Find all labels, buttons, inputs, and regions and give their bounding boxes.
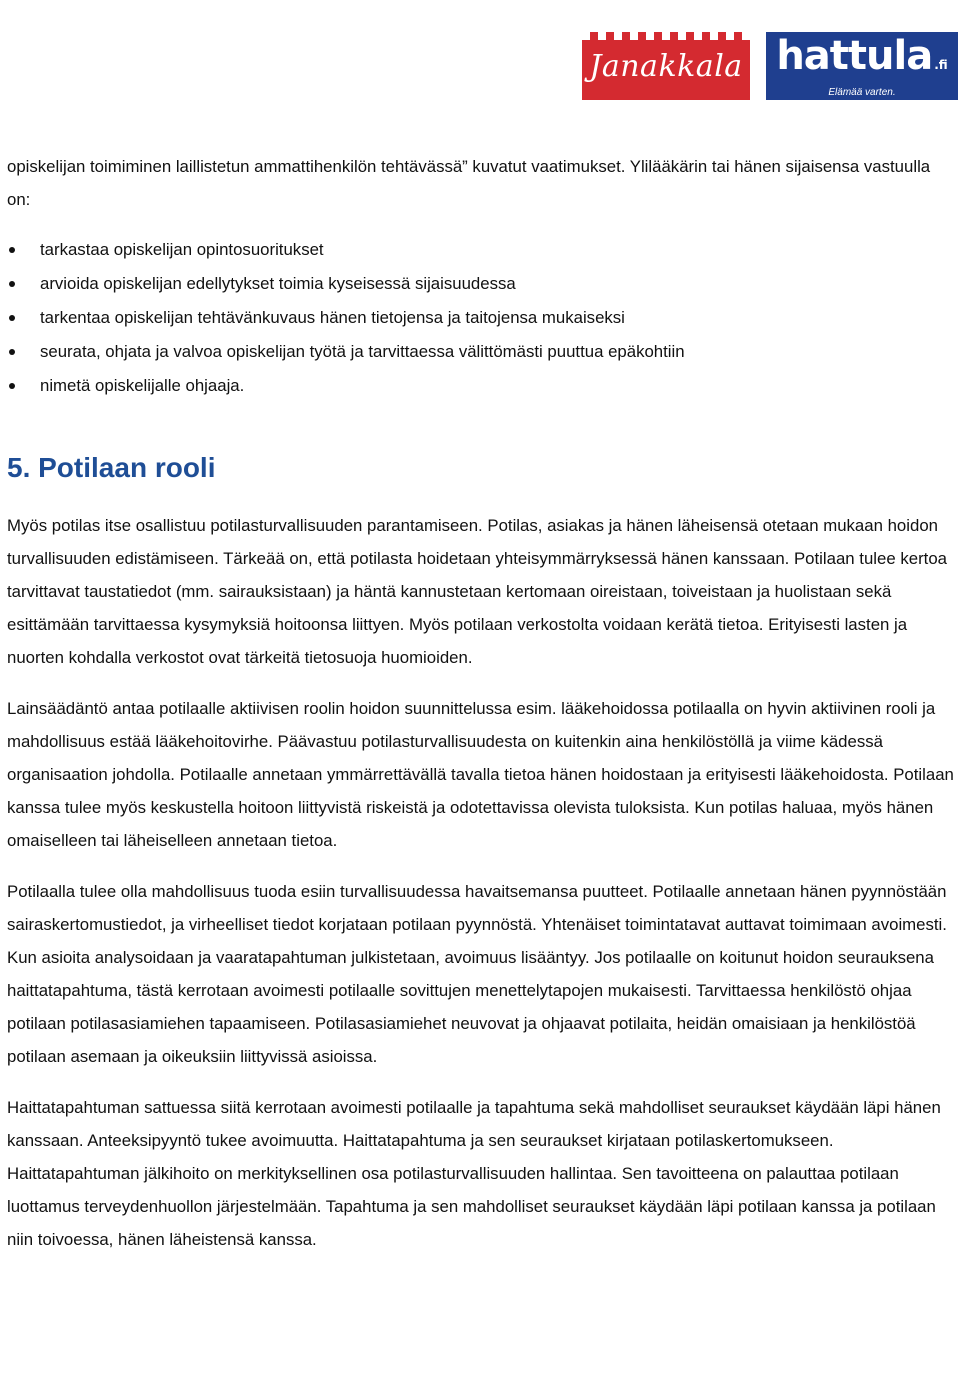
- logo-bar: [582, 32, 958, 100]
- hattula-logo: [766, 32, 958, 100]
- janakkala-logo-text: Janakkala: [589, 48, 743, 84]
- paragraph: Myös potilas itse osallistuu potilasturvallisuuden parantamiseen. Potilas, asiakas ja hänen läheisensä otetaan mukaan hoidon turvallisuuden edistämiseen. Tärkeää on, että potilasta hoidetaan yhteisymmärryksessä hänen kanssaan. Potilaan tulee kertoa tarvittavat taustatiedot (mm. sairauksistaan) ja häntä kannustetaan kertomaan oireistaan, toiveistaan ja huolistaan sekä esittämään tarvittaessa kysymyksiä hoitoonsa liittyen. Myös potilaan verkostolta voidaan kerätä tietoa. Erityisesti lasten ja nuorten kohdalla verkostot ovat tärkeitä tietosuoja huomioiden.: [7, 516, 947, 667]
- list-item: seurata, ohjata ja valvoa opiskelijan työtä ja tarvittaessa välittömästi puuttua epäkohtiin: [7, 335, 955, 369]
- document-body: [7, 150, 955, 1256]
- paragraph: Haittatapahtuman sattuessa siitä kerrotaan avoimesti potilaalle ja tapahtuma sekä mahdolliset seuraukset käydään läpi hänen kanssaan. Anteeksipyyntö tukee avoimuutta. Haittatapahtuma ja sen seuraukset kirjataan potilaskertomukseen. Haittatapahtuman jälkihoito on merkityksellinen osa potilasturvallisuuden hallintaa. Sen tavoitteena on palauttaa potilaan luottamus terveydenhuollon järjestelmään. Tapahtuma ja sen mahdolliset seuraukset käydään läpi potilaan kanssa ja potilaan niin toivoessa, hänen läheistensä kanssa.: [7, 1098, 941, 1249]
- hattula-tagline: Elämää varten.: [828, 87, 896, 98]
- list-item: tarkastaa opiskelijan opintosuoritukset: [7, 233, 955, 267]
- list-item: tarkentaa opiskelijan tehtävänkuvaus hänen tietojensa ja taitojensa mukaiseksi: [7, 301, 955, 335]
- paragraph: Lainsäädäntö antaa potilaalle aktiivisen roolin hoidon suunnittelussa esim. lääkehoidossa potilaalla on hyvin aktiivinen rooli ja mahdollisuus estää lääkehoitovirhe. Päävastuu potilasturvallisuudesta on kuitenkin aina henkilöstöllä ja viime kädessä organisaation johdolla. Potilaalle annetaan ymmärrettävällä tavalla tietoa hänen hoidostaan ja erityisesti lääkehoidosta. Potilaan kanssa tulee myös keskustella hoitoon liittyvistä riskeistä ja odotettavissa olevista tuloksista. Kun potilas haluaa, myös hänen omaiselleen tai läheiselleen annetaan tietoa.: [7, 699, 954, 850]
- section-heading: 5. Potilaan rooli: [7, 452, 216, 483]
- hattula-wordmark: [776, 33, 948, 85]
- list-item: arvioida opiskelijan edellytykset toimia kyseisessä sijaisuudessa: [7, 267, 955, 301]
- responsibility-list: [7, 233, 955, 403]
- janakkala-logo: [582, 32, 750, 100]
- hattula-logo-suffix: .fi: [934, 58, 948, 72]
- intro-paragraph: opiskelijan toimiminen laillistetun ammattihenkilön tehtävässä” kuvatut vaatimukset. Ylilääkärin tai hänen sijaisensa vastuulla on:: [7, 157, 931, 209]
- hattula-logo-text: hattula: [776, 33, 933, 79]
- list-item: nimetä opiskelijalle ohjaaja.: [7, 369, 955, 403]
- paragraph: Potilaalla tulee olla mahdollisuus tuoda esiin turvallisuudessa havaitsemansa puutteet. Potilaalle annetaan hänen pyynnöstään sairaskertomustiedot, ja virheelliset tiedot korjataan potilaan pyynnöstä. Yhtenäiset toimintatavat auttavat toimimaan avoimesti. Kun asioita analysoidaan ja vaaratapahtuman julkistetaan, avoimuus lisääntyy. Jos potilaalle on koitunut hoidon seurauksena haittatapahtuma, tästä kerrotaan avoimesti potilaalle sovittujen menettelytapojen mukaisesti. Tarvittaessa henkilöstö ohjaa potilaan potilasasiamiehen tapaamiseen. Potilasasiamiehet neuvovat ja ohjaavat potilaita, heidän omaisiaan ja henkilöstöä potilaan asemaan ja oikeuksiin liittyvissä asioissa.: [7, 882, 947, 1066]
